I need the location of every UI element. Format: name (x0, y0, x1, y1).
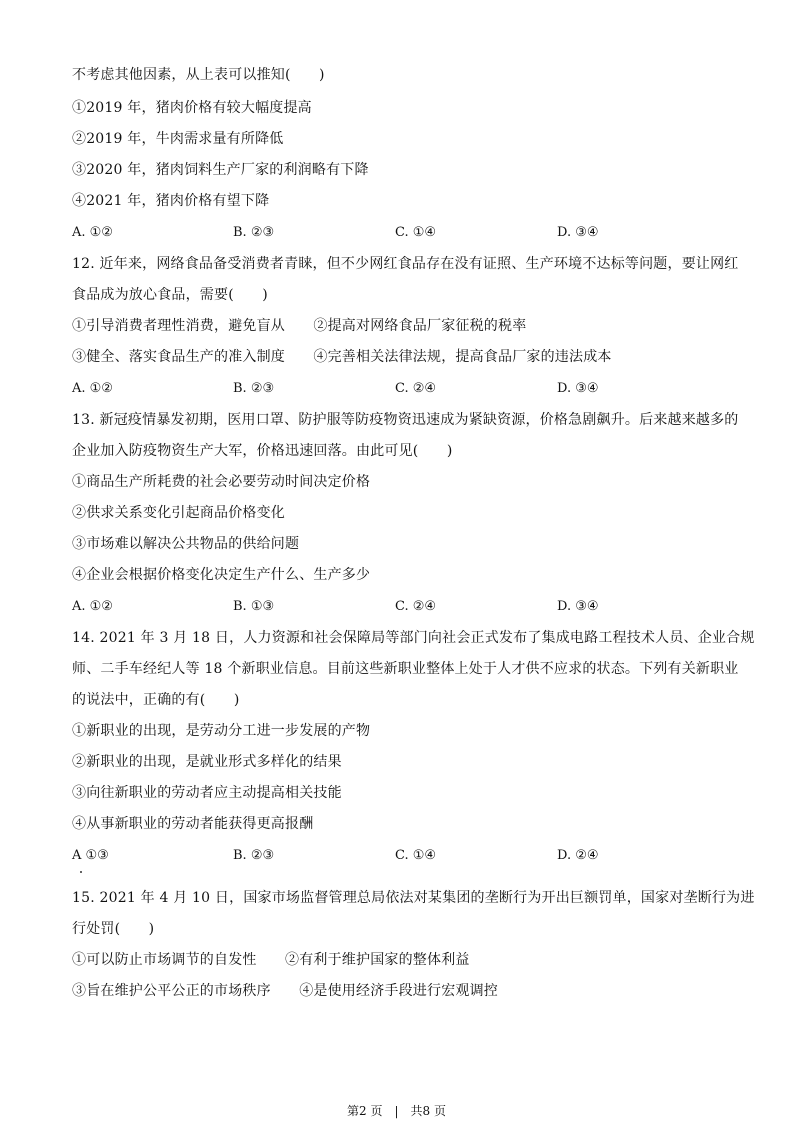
q12-options-row-2: ③健全、落实食品生产的准入制度 ④完善相关法律法规，提高食品厂家的违法成本 (72, 349, 612, 365)
q11-answer-b: B. ②③ (233, 225, 275, 240)
q11-option-3: ③2020 年，猪肉饲料生产厂家的利润略有下降 (72, 162, 369, 178)
q15-stem-line-2: 行处罚( ) (72, 921, 155, 937)
q12-stem-line-1: 12. 近年来，网络食品备受消费者青睐，但不少网红食品存在没有证照、生产环境不达标等问题，要让网红 (72, 256, 739, 272)
q11-option-4: ④2021 年，猪肉价格有望下降 (72, 193, 270, 209)
q11-answer-c: C. ①④ (395, 225, 437, 240)
q14-answer-c: C. ①④ (395, 848, 437, 863)
q14-stem-line-3: 的说法中，正确的有( ) (72, 692, 240, 708)
q12-options-row-1: ①引导消费者理性消费，避免盲从 ②提高对网络食品厂家征税的税率 (72, 318, 527, 334)
page-footer: 第2 页 | 共8 页 (347, 1104, 446, 1118)
q11-stem-tail: 不考虑其他因素，从上表可以推知( ) (72, 67, 325, 83)
q14-answer-a: A ①③ (72, 848, 109, 863)
q12-stem-line-2: 食品成为放心食品，需要( ) (72, 287, 268, 303)
q15-options-row-2: ③旨在维护公平公正的市场秩序 ④是使用经济手段进行宏观调控 (72, 983, 498, 999)
q13-answer-b: B. ①③ (233, 599, 275, 614)
q13-option-1: ①商品生产所耗费的社会必要劳动时间决定价格 (72, 474, 371, 490)
q11-option-1: ①2019 年，猪肉价格有较大幅度提高 (72, 100, 312, 116)
q14-option-1: ①新职业的出现，是劳动分工进一步发展的产物 (72, 723, 371, 739)
q14-stem-line-2: 师、二手车经纪人等 18 个新职业信息。目前这些新职业整体上处于人才供不应求的状态。下列有关新职业 (72, 661, 739, 677)
q12-answer-c: C. ②④ (395, 381, 437, 396)
q15-stem-line-1: 15. 2021 年 4 月 10 日，国家市场监督管理总局依法对某集团的垄断行为开出巨额罚单，国家对垄断行为进 (72, 890, 755, 906)
q13-answer-d: D. ③④ (557, 599, 599, 614)
q13-stem-line-2: 企业加入防疫物资生产大军，价格迅速回落。由此可见( ) (72, 443, 453, 459)
q14-stem-line-1: 14. 2021 年 3 月 18 日，人力资源和社会保障局等部门向社会正式发布了集成电路工程技术人员、企业合规 (72, 630, 755, 646)
q11-answer-a: A. ①② (72, 225, 113, 240)
q14-answers (72, 846, 722, 866)
q11-answers (72, 223, 722, 243)
q14-option-2: ②新职业的出现，是就业形式多样化的结果 (72, 754, 342, 770)
q11-option-2: ②2019 年，牛肉需求量有所降低 (72, 131, 284, 147)
q12-answers (72, 379, 722, 399)
q11-answer-d: D. ③④ (557, 225, 599, 240)
q12-answer-d: D. ③④ (557, 381, 599, 396)
q13-answer-c: C. ②④ (395, 599, 437, 614)
q13-stem-line-1: 13. 新冠疫情暴发初期，医用口罩、防护服等防疫物资迅速成为紧缺资源，价格急剧飙升。后来越来越多的 (72, 412, 739, 428)
q14-answer-d: D. ②④ (557, 848, 599, 863)
stray-mark (80, 871, 82, 873)
q13-answers (72, 597, 722, 617)
q14-option-4: ④从事新职业的劳动者能获得更高报酬 (72, 816, 314, 832)
q13-answer-a: A. ①② (72, 599, 113, 614)
q13-option-4: ④企业会根据价格变化决定生产什么、生产多少 (72, 567, 371, 583)
q14-answer-b: B. ②③ (233, 848, 275, 863)
q13-option-3: ③市场难以解决公共物品的供给问题 (72, 536, 300, 552)
q12-answer-a: A. ①② (72, 381, 113, 396)
q14-option-3: ③向往新职业的劳动者应主动提高相关技能 (72, 785, 342, 801)
q15-options-row-1: ①可以防止市场调节的自发性 ②有利于维护国家的整体利益 (72, 952, 470, 968)
q13-option-2: ②供求关系变化引起商品价格变化 (72, 505, 285, 521)
q12-answer-b: B. ②③ (233, 381, 275, 396)
